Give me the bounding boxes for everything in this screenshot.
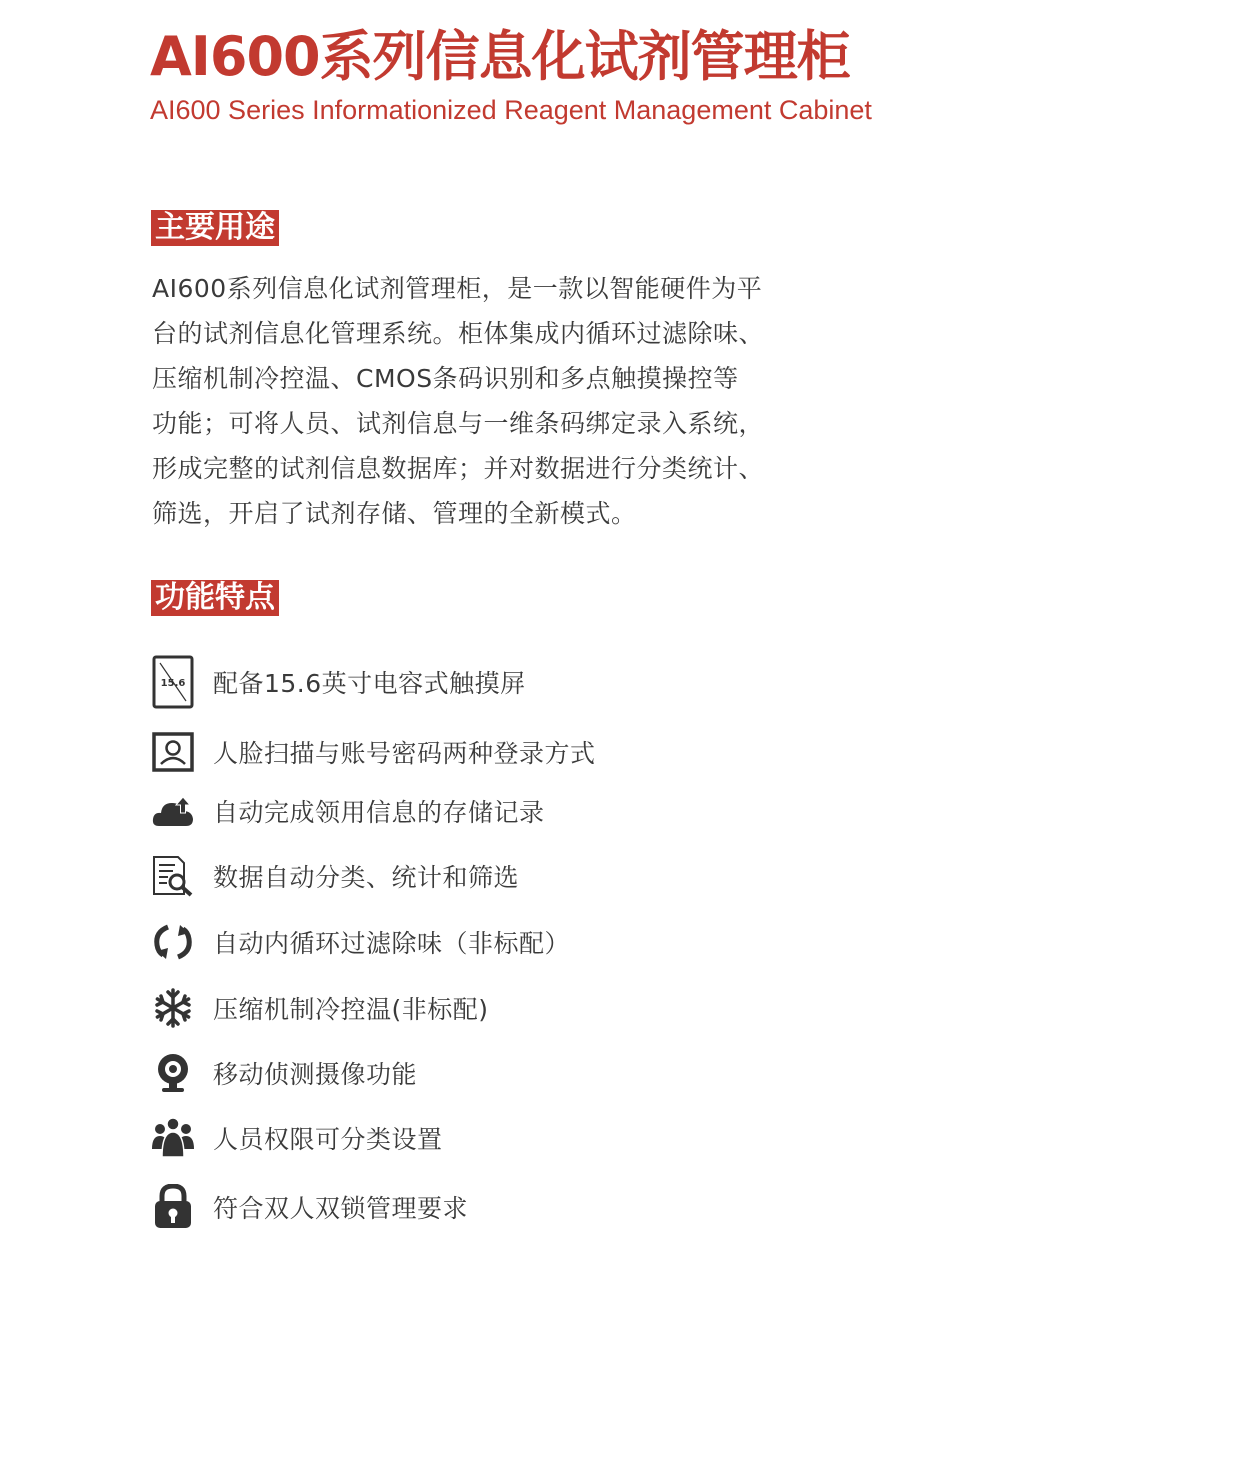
usage-description bbox=[152, 266, 792, 536]
feature-label-refrigeration: 压缩机制冷控温(非标配) bbox=[213, 995, 489, 1024]
webcam-icon bbox=[150, 1050, 196, 1096]
feature-label-dual-lock: 符合双人双锁管理要求 bbox=[213, 1194, 469, 1223]
feature-label-storage-record: 自动完成领用信息的存储记录 bbox=[213, 798, 545, 827]
circulation-arrows-icon bbox=[150, 919, 196, 965]
feature-item-motion-camera bbox=[150, 1045, 417, 1101]
feature-label-motion-camera: 移动侦测摄像功能 bbox=[213, 1060, 418, 1089]
usage-line-5: 形成完整的试剂信息数据库；并对数据进行分类统计、 bbox=[152, 454, 765, 483]
feature-item-circulation-filter bbox=[150, 914, 570, 970]
feature-label-permissions: 人员权限可分类设置 bbox=[213, 1125, 443, 1154]
page-title-cn: AI600系列信息化试剂管理柜 bbox=[150, 25, 850, 88]
feature-item-touchscreen bbox=[150, 654, 526, 710]
page-title-en: AI600 Series Informationized Reagent Management Cabinet bbox=[150, 95, 872, 125]
feature-label-face-login: 人脸扫描与账号密码两种登录方式 bbox=[213, 739, 596, 768]
feature-label-circulation-filter: 自动内循环过滤除味（非标配） bbox=[213, 929, 571, 958]
feature-item-data-sorting bbox=[150, 848, 519, 904]
cloud-upload-icon bbox=[150, 788, 196, 834]
feature-label-data-sorting: 数据自动分类、统计和筛选 bbox=[213, 863, 520, 892]
usage-line-1: AI600系列信息化试剂管理柜，是一款以智能硬件为平 bbox=[152, 274, 763, 303]
user-group-icon bbox=[150, 1115, 196, 1161]
section-heading-features: 功能特点 bbox=[151, 580, 279, 616]
section-heading-usage: 主要用途 bbox=[151, 210, 279, 246]
snowflake-icon bbox=[150, 985, 196, 1031]
padlock-icon bbox=[150, 1184, 196, 1230]
feature-item-storage-record bbox=[150, 783, 545, 839]
document-search-icon bbox=[150, 853, 196, 899]
feature-item-refrigeration bbox=[150, 980, 489, 1036]
face-scan-icon bbox=[150, 729, 196, 775]
svg-text:15.6: 15.6 bbox=[160, 678, 186, 689]
usage-line-3: 压缩机制冷控温、CMOS条码识别和多点触摸操控等 bbox=[152, 364, 739, 393]
feature-label-touchscreen: 配备15.6英寸电容式触摸屏 bbox=[213, 669, 526, 698]
feature-item-face-login bbox=[150, 724, 596, 780]
usage-line-2: 台的试剂信息化管理系统。柜体集成内循环过滤除味、 bbox=[152, 319, 765, 348]
usage-line-6: 筛选，开启了试剂存储、管理的全新模式。 bbox=[152, 499, 637, 528]
feature-item-permissions bbox=[150, 1110, 443, 1166]
touchscreen-icon bbox=[150, 659, 196, 705]
feature-item-dual-lock bbox=[150, 1179, 468, 1235]
usage-line-4: 功能；可将人员、试剂信息与一维条码绑定录入系统， bbox=[152, 409, 765, 438]
